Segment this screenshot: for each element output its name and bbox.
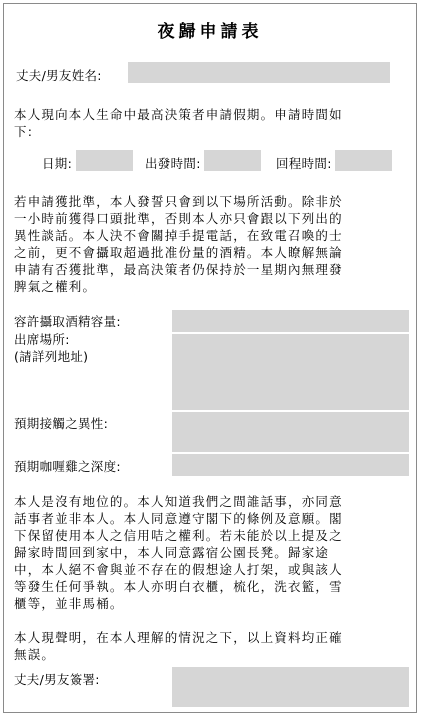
signature-label: 丈夫/男友簽署: (14, 672, 100, 687)
form-title: 夜歸申請表 (157, 22, 263, 42)
agreement-paragraph: 本人是沒有地位的。本人知道我們之間誰話事，亦同意 話事者並非本人。本人同意遵守閣下的條例及意願。閣 下保留使用本人之信用咭之權利。若未能於以上提及之 歸家時間回到家中，本人同意露宿公園長凳。歸家途 中，本人絕不會與並不存在的假想途人打架，或與該人 等發生任何爭執。本人亦明白衣櫃，梳化，洗衣籃，雪 櫃等，並非馬桶。 (14, 494, 343, 611)
depart-time-field[interactable] (204, 150, 261, 171)
venue-field[interactable] (172, 334, 409, 410)
signature-field[interactable] (172, 667, 409, 707)
alcohol-limit-field[interactable] (172, 310, 409, 332)
venue-address-note: (請詳列地址) (14, 349, 89, 364)
curry-depth-label: 預期咖喱雞之深度: (14, 459, 121, 474)
intro-text: 本人現向本人生命中最高決策者申請假期。申請時間如 下: (14, 107, 343, 139)
venue-label: 出席場所: (14, 332, 70, 347)
alcohol-limit-label: 容許攝取酒精容量: (14, 314, 121, 329)
date-label: 日期: (42, 156, 73, 171)
contact-label: 預期接觸之異性: (14, 416, 109, 431)
return-time-label: 回程時間: (276, 156, 332, 171)
name-field[interactable] (128, 62, 390, 83)
contact-field[interactable] (172, 412, 409, 452)
name-label: 丈夫/男友姓名: (16, 68, 102, 83)
terms-paragraph: 若申請獲批準，本人發誓只會到以下場所活動。除非於 一小時前獲得口頭批準，否則本人亦只會跟以下列出的 異性談話。本人決不會關掉手提電話，在致電召喚的士 之前，更不會攝取超過批准份量的酒精。本人瞭解無論 申請有否獲批準，最高決策者仍保持於一星期內無理發 脾氣之權利。 (14, 194, 343, 294)
curry-depth-field[interactable] (172, 454, 409, 476)
application-form (3, 3, 417, 713)
declaration-paragraph: 本人現聲明，在本人理解的情況之下，以上資料均正確 無誤。 (14, 630, 343, 662)
depart-time-label: 出發時間: (145, 156, 201, 171)
return-time-field[interactable] (335, 150, 392, 171)
date-field[interactable] (76, 150, 133, 171)
